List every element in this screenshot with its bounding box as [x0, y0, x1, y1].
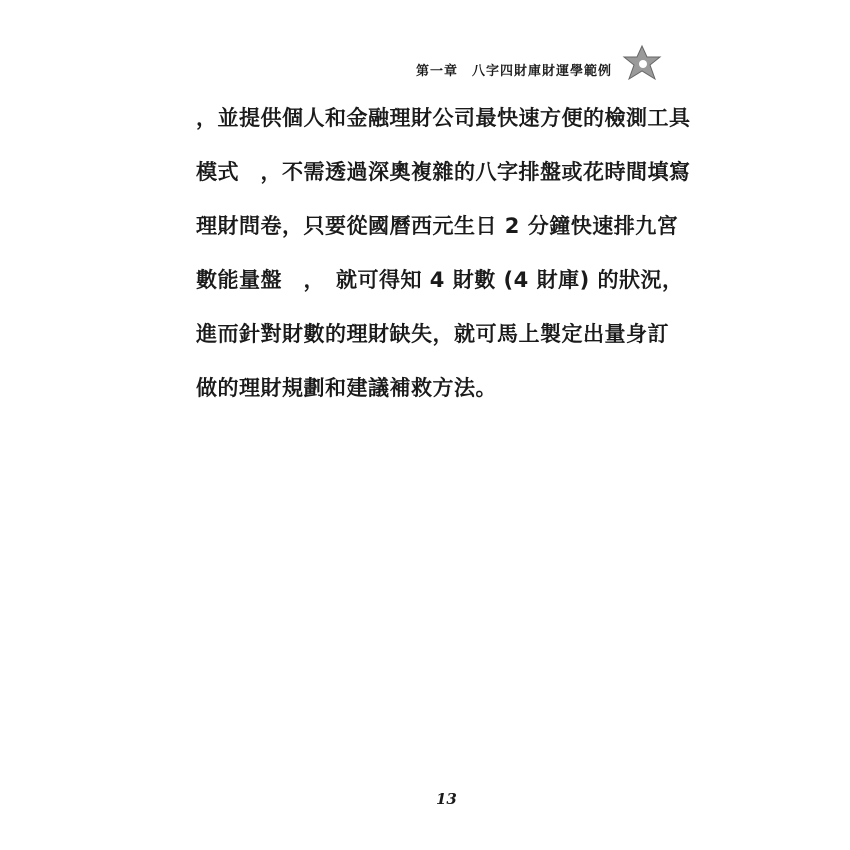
- star-emblem-icon: [622, 44, 662, 84]
- body-text: [196, 100, 691, 424]
- text-line: 模式 ，不需透過深奧複雜的八字排盤或花時間填寫: [196, 160, 691, 184]
- text-line: 數能量盤 ， 就可得知 4 財數 (4 財庫) 的狀況，: [196, 268, 684, 292]
- text-line: 理財問卷，只要從國曆西元生日 2 分鐘快速排九宮: [196, 214, 679, 238]
- text-line: ，並提供個人和金融理財公司最快速方便的檢測工具: [196, 106, 691, 130]
- running-header: 第一章 八字四財庫財運學範例: [415, 64, 612, 79]
- text-line: 進而針對財數的理財缺失，就可馬上製定出量身訂: [196, 322, 669, 346]
- page-number: 13: [436, 790, 457, 808]
- text-line: 做的理財規劃和建議補救方法。: [196, 376, 497, 400]
